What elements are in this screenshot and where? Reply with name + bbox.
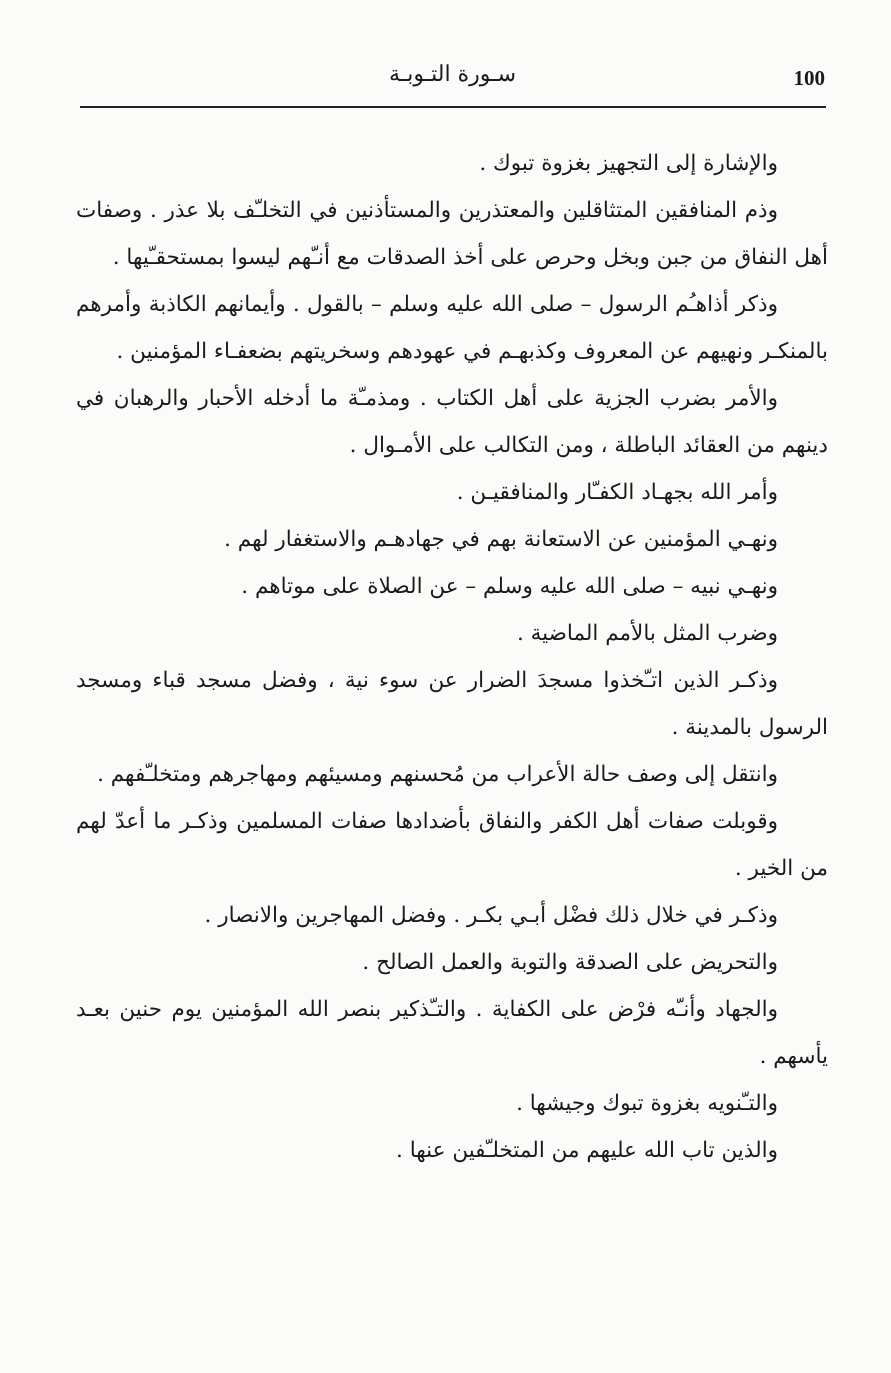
paragraph: والأمر بضرب الجزية على أهل الكتاب . ومذمـّة ما أدخله الأحبار والرهبان في دينهم من العقائد الباطلة ، ومن التكالب على الأمـوال . <box>76 386 828 458</box>
paragraph: وذكـر الذين اتـّخذوا مسجدَ الضرار عن سوء نية ، وفضل مسجد قباء ومسجد الرسول بالمدينة . <box>76 668 828 740</box>
paragraph: والجهاد وأنـّه فرْض على الكفاية . والتـّذكير بنصر الله المؤمنين يوم حنين بعـد يأسهم . <box>76 997 828 1069</box>
paragraph: وذكـر في خلال ذلك فضْل أبـي بكـر . وفضل المهاجرين والانصار . <box>204 903 778 928</box>
paragraph: وقوبلت صفات أهل الكفر والنفاق بأضدادها صفات المسلمين وذكـر ما أعدّ لهم من الخير . <box>76 809 828 881</box>
paragraph: وذكر أذاهـُم الرسول – صلى الله عليه وسلم – بالقول . وأيمانهم الكاذبة وأمرهم بالمنكـر ونهيهم عن المعروف وكذبهـم في عهودهم وسخريتهم بضعفـاء المؤمنين . <box>76 292 828 364</box>
paragraph: ونهـي المؤمنين عن الاستعانة بهم في جهادهـم والاستغفار لهم . <box>224 527 778 552</box>
paragraph: ونهـي نبيه – صلى الله عليه وسلم – عن الصلاة على موتاهم . <box>241 574 778 599</box>
running-title: سـورة التـوبـة <box>388 62 516 87</box>
paragraph: والذين تاب الله عليهم من المتخلـّفين عنها . <box>396 1138 778 1163</box>
paragraph: وذم المنافقين المتثاقلين والمعتذرين والمستأذنين في التخلـّف بلا عذر . وصفات أهل النفاق من جبن وبخل وحرص على أخذ الصدقات مع أنـّهم ليسوا بمستحقـّيها . <box>76 198 828 270</box>
paragraph: وضرب المثل بالأمم الماضية . <box>516 621 778 646</box>
page-number: 100 <box>793 66 825 90</box>
page-header <box>80 62 825 98</box>
body-text <box>76 140 828 1174</box>
header-divider <box>80 106 826 108</box>
paragraph: وأمر الله بجهـاد الكفـّار والمنافقيـن . <box>456 480 778 505</box>
paragraph: والإشارة إلى التجهيز بغزوة تبوك . <box>479 151 778 176</box>
paragraph: والتحريض على الصدقة والتوبة والعمل الصالح . <box>362 950 778 975</box>
paragraph: والتـّنويه بغزوة تبوك وجيشها . <box>516 1091 778 1116</box>
paragraph: وانتقل إلى وصف حالة الأعراب من مُحسنهم ومسيئهم ومهاجرهم ومتخلـّفهم . <box>97 762 778 787</box>
